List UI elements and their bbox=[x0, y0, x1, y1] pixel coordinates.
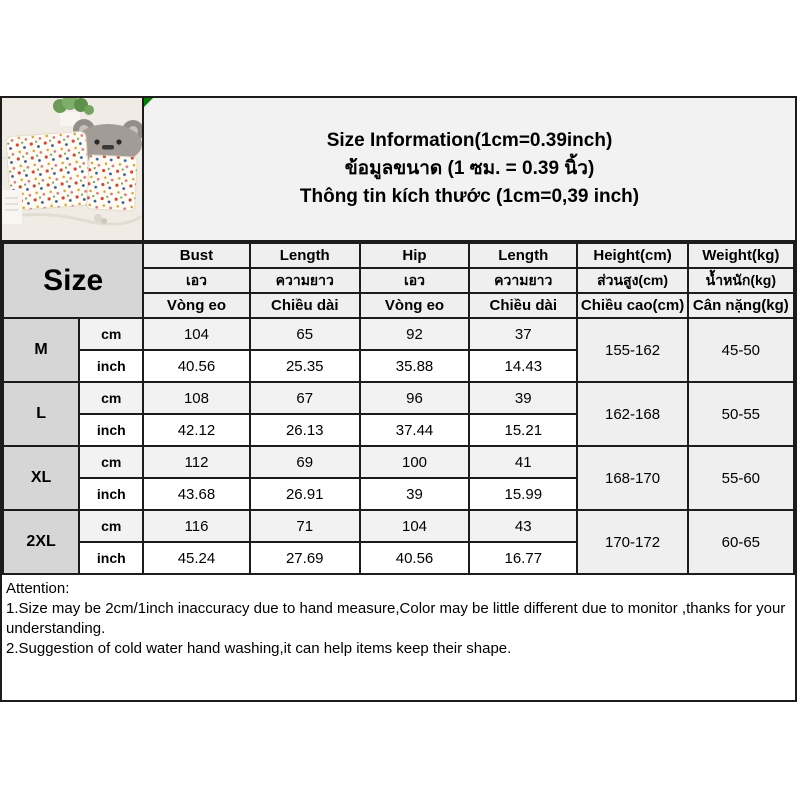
col-header-length2-vi: Chiều dài bbox=[469, 293, 577, 318]
col-header-bust-vi: Vòng eo bbox=[143, 293, 249, 318]
height-range: 168-170 bbox=[577, 446, 687, 510]
attention-notes bbox=[2, 575, 795, 659]
cell-value: 65 bbox=[250, 318, 360, 350]
weight-range: 60-65 bbox=[688, 510, 794, 574]
col-header-bust: Bust bbox=[143, 243, 249, 268]
unit-inch: inch bbox=[79, 350, 143, 382]
cell-value: 69 bbox=[250, 446, 360, 478]
cell-value: 26.13 bbox=[250, 414, 360, 446]
title-english: Size Information(1cm=0.39inch) bbox=[326, 130, 613, 151]
col-header-length2: Length bbox=[469, 243, 577, 268]
title-cell bbox=[144, 98, 795, 240]
title-thai: ข้อมูลขนาด (1 ซม. = 0.39 นิ้ว) bbox=[344, 158, 595, 179]
weight-range: 45-50 bbox=[688, 318, 794, 382]
table-row bbox=[3, 318, 794, 350]
cell-value: 116 bbox=[143, 510, 249, 542]
table-row bbox=[3, 446, 794, 478]
unit-inch: inch bbox=[79, 542, 143, 574]
height-range: 162-168 bbox=[577, 382, 687, 446]
cell-value: 25.35 bbox=[250, 350, 360, 382]
size-label-m: M bbox=[3, 318, 79, 382]
col-header-bust-th: เอว bbox=[143, 268, 249, 293]
col-header-weight-th: น้ำหนัก(kg) bbox=[688, 268, 794, 293]
table-row bbox=[3, 382, 794, 414]
col-header-length: Length bbox=[250, 243, 360, 268]
cell-value: 39 bbox=[469, 382, 577, 414]
col-header-height-vi: Chiều cao(cm) bbox=[577, 293, 687, 318]
unit-cm: cm bbox=[79, 446, 143, 478]
col-header-weight: Weight(kg) bbox=[688, 243, 794, 268]
cell-value: 100 bbox=[360, 446, 469, 478]
cell-value: 108 bbox=[143, 382, 249, 414]
cell-value: 92 bbox=[360, 318, 469, 350]
col-header-hip-th: เอว bbox=[360, 268, 469, 293]
unit-cm: cm bbox=[79, 318, 143, 350]
top-row bbox=[2, 98, 795, 242]
attention-line-1: 1.Size may be 2cm/1inch inaccuracy due to hand measure,Color may be little different due to monitor ,thanks for your understanding. bbox=[6, 600, 786, 637]
cell-value: 43 bbox=[469, 510, 577, 542]
cell-value: 37.44 bbox=[360, 414, 469, 446]
weight-range: 50-55 bbox=[688, 382, 794, 446]
cell-corner-flag-icon bbox=[144, 98, 153, 107]
unit-inch: inch bbox=[79, 414, 143, 446]
height-range: 170-172 bbox=[577, 510, 687, 574]
cell-value: 39 bbox=[360, 478, 469, 510]
cell-value: 15.99 bbox=[469, 478, 577, 510]
weight-range: 55-60 bbox=[688, 446, 794, 510]
cell-value: 16.77 bbox=[469, 542, 577, 574]
cell-value: 104 bbox=[143, 318, 249, 350]
cell-value: 42.12 bbox=[143, 414, 249, 446]
col-header-height: Height(cm) bbox=[577, 243, 687, 268]
cell-value: 45.24 bbox=[143, 542, 249, 574]
height-range: 155-162 bbox=[577, 318, 687, 382]
cell-value: 96 bbox=[360, 382, 469, 414]
col-header-hip-vi: Vòng eo bbox=[360, 293, 469, 318]
chart-outer-box bbox=[0, 96, 797, 702]
unit-inch: inch bbox=[79, 478, 143, 510]
cell-value: 41 bbox=[469, 446, 577, 478]
col-header-length2-th: ความยาว bbox=[469, 268, 577, 293]
cell-value: 67 bbox=[250, 382, 360, 414]
cell-value: 112 bbox=[143, 446, 249, 478]
cell-value: 14.43 bbox=[469, 350, 577, 382]
size-header-cell: Size bbox=[3, 243, 143, 318]
cell-value: 15.21 bbox=[469, 414, 577, 446]
size-label-xl: XL bbox=[3, 446, 79, 510]
cell-value: 43.68 bbox=[143, 478, 249, 510]
attention-line-2: 2.Suggestion of cold water hand washing,it can help items keep their shape. bbox=[6, 640, 512, 657]
cell-value: 104 bbox=[360, 510, 469, 542]
cell-value: 27.69 bbox=[250, 542, 360, 574]
cell-value: 40.56 bbox=[360, 542, 469, 574]
col-header-height-th: ส่วนสูง(cm) bbox=[577, 268, 687, 293]
col-header-hip: Hip bbox=[360, 243, 469, 268]
product-photo bbox=[2, 98, 144, 240]
unit-cm: cm bbox=[79, 382, 143, 414]
product-photo-illustration bbox=[2, 98, 142, 240]
size-label-2xl: 2XL bbox=[3, 510, 79, 574]
header-row-english bbox=[3, 243, 794, 268]
title-vietnamese: Thông tin kích thước (1cm=0,39 inch) bbox=[299, 186, 640, 207]
cell-value: 35.88 bbox=[360, 350, 469, 382]
cell-value: 71 bbox=[250, 510, 360, 542]
table-row bbox=[3, 510, 794, 542]
col-header-length-th: ความยาว bbox=[250, 268, 360, 293]
cell-value: 26.91 bbox=[250, 478, 360, 510]
attention-heading: Attention: bbox=[6, 580, 70, 597]
col-header-length-vi: Chiều dài bbox=[250, 293, 360, 318]
col-header-weight-vi: Cân nặng(kg) bbox=[688, 293, 794, 318]
size-table bbox=[2, 242, 795, 575]
cell-value: 40.56 bbox=[143, 350, 249, 382]
cell-value: 37 bbox=[469, 318, 577, 350]
size-label-l: L bbox=[3, 382, 79, 446]
unit-cm: cm bbox=[79, 510, 143, 542]
